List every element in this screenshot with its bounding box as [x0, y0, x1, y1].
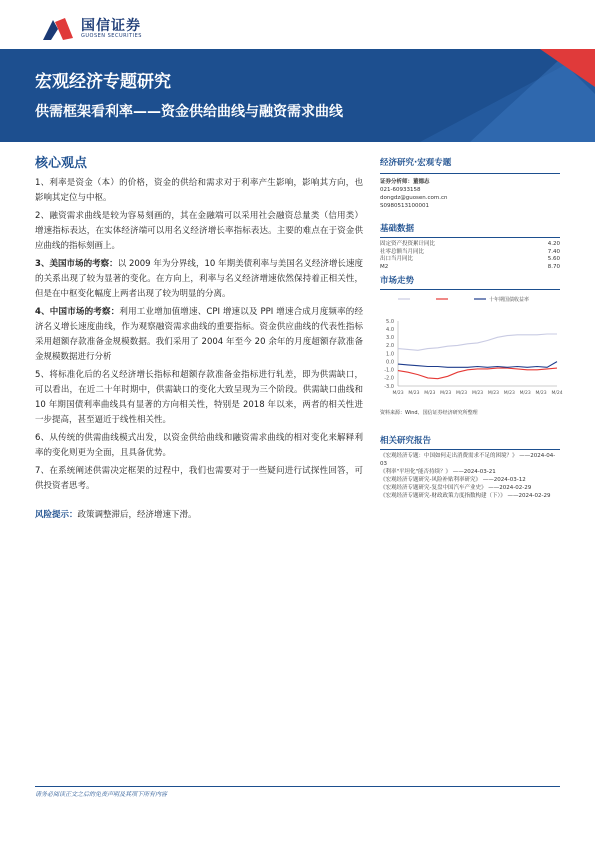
divider	[380, 173, 560, 174]
x-tick-label: M/23	[392, 391, 404, 396]
indicator-value: 4.20	[547, 241, 560, 247]
core-point	[35, 257, 363, 302]
core-point-text: 6、从传统的供需曲线模式出发，以资金供给曲线和融资需求曲线的相对变化来解释利率的变化则更为全面，且具备优势。	[35, 433, 363, 458]
series-line	[398, 368, 557, 379]
footer-divider	[35, 786, 560, 787]
analyst-name: 董德志	[413, 179, 430, 185]
x-tick-label: M/23	[424, 391, 436, 396]
risk-warning	[35, 508, 197, 520]
x-tick-label: M/23	[471, 391, 484, 396]
title-banner	[0, 49, 595, 142]
analyst-license: S0980513100001	[380, 203, 429, 209]
report-title: 供需框架看利率——资金供给曲线与融资需求曲线	[35, 104, 343, 120]
analyst-info	[380, 178, 560, 210]
y-tick-label: 1.0	[386, 351, 394, 358]
market-trend-chart	[380, 291, 563, 406]
indicator-row	[380, 256, 560, 264]
basic-data-heading: 基础数据	[380, 224, 415, 234]
series-line	[398, 362, 557, 368]
divider	[380, 449, 560, 450]
core-point	[35, 431, 363, 461]
core-point-text: 1、利率是资金（本）的价格，资金的供给和需求对于利率产生影响，影响其方向，也影响其定位与中枢。	[35, 178, 363, 203]
core-point-text: 2、融资需求曲线是较为容易刻画的，其在金融端可以采用社会融资总量类（信用类）增速指标表达，在实体经济端可以用名义经济增长率指标表达。主要的难点在于资金供应曲线的指标刻画上。	[35, 211, 363, 251]
divider	[380, 289, 560, 290]
market-trend-section	[380, 274, 560, 290]
risk-label: 风险提示：	[35, 510, 78, 520]
y-tick-label: 3.0	[386, 335, 394, 342]
banner-decoration	[0, 49, 595, 142]
divider	[380, 237, 560, 238]
x-tick-label: M/23	[503, 391, 515, 396]
logo-mark-icon	[41, 16, 75, 42]
core-point-text: 5、将标准化后的名义经济增长指标和超额存款准备金指标进行轧差，即为供需缺口，可以看出，在近二十年时期中，供需缺口的变化大致呈现为三个阶段。供需缺口曲线和 10 年期国债利率曲线具有显著的方向相关性，特别是 2018 年以来，两者的相关性进一步提高，甚至逼近于线性相关性。	[35, 370, 363, 425]
indicator-name: 出口当月同比	[380, 256, 414, 262]
y-tick-label: 4.0	[386, 326, 394, 333]
y-tick-label: 5.0	[386, 318, 394, 325]
core-point	[35, 368, 363, 428]
logo-text-en: GUOSEN SECURITIES	[81, 33, 142, 39]
indicator-table	[380, 241, 560, 271]
series-line	[398, 334, 557, 350]
y-tick-label: 2.0	[386, 343, 394, 350]
category-label: 经济研究·宏观专题	[380, 158, 452, 168]
core-point	[35, 176, 363, 206]
indicator-name: M2	[380, 263, 389, 270]
risk-text: 政策调整滞后，经济增速下滑。	[77, 510, 197, 520]
market-trend-heading: 市场走势	[380, 276, 415, 286]
core-point	[35, 464, 363, 494]
indicator-value: 8.70	[547, 263, 560, 270]
indicator-value: 5.60	[547, 256, 560, 262]
chart-source: 资料来源：Wind、国信证券经济研究所整理	[380, 410, 478, 416]
related-report-link[interactable]: 《利率"平坦化"能否持续？》 ——2024-03-21	[380, 469, 496, 475]
y-tick-label: -2.0	[384, 375, 394, 382]
core-point-text: 利用工业增加值增速、CPI 增速以及 PPI 增速合成月度频率的经济名义增长速度曲线，作为观察融资需求曲线的重要指标。资金供应曲线的代表性指标采用超额存款准备金规模数据。我们采用了 2004 年至今 20 余年的月度超额存款准备金规模数据进行分析	[35, 307, 363, 362]
analyst-phone: 021-60933158	[380, 187, 421, 193]
core-point-prefix: 3、美国市场的考察：	[35, 259, 118, 269]
core-point-text: 以 2009 年为分界线，10 年期美债利率与美国名义经济增长速度的关系出现了较为显著的变化。在方向上，利率与名义经济增速依然保持着正相关性，但是在中枢变化幅度上两者出现了较为明显的分离。	[35, 259, 363, 299]
core-points	[35, 176, 363, 497]
related-reports	[380, 434, 560, 500]
report-category-title: 宏观经济专题研究	[35, 72, 171, 92]
indicator-row	[380, 249, 560, 257]
related-report-link[interactable]: 《宏观经济专题：中国如何走出消费需求不足的困境？》 ——2024-04-03	[380, 453, 556, 467]
y-tick-label: 0.0	[386, 359, 394, 366]
x-tick-label: M/23	[535, 391, 547, 396]
core-view-heading: 核心观点	[35, 156, 88, 171]
footer-disclaimer: 请务必阅读正文之后的免责声明及其项下所有内容	[35, 791, 168, 798]
x-tick-label: M/23	[487, 391, 499, 396]
basic-data-section	[380, 222, 560, 271]
x-tick-label: M/23	[440, 391, 452, 396]
core-point	[35, 209, 363, 254]
y-tick-label: -1.0	[384, 367, 394, 374]
logo-text-cn: 国信证券	[81, 18, 141, 34]
related-heading: 相关研究报告	[380, 436, 432, 446]
core-point-prefix: 4、中国市场的考察：	[35, 307, 120, 317]
analyst-email[interactable]: dongdz@guosen.com.cn	[380, 195, 448, 201]
related-report-link[interactable]: 《宏观经济专题研究-财政政策力度指数构建（下）》 ——2024-02-29	[380, 493, 551, 499]
indicator-row	[380, 264, 560, 272]
x-tick-label: M/23	[519, 391, 531, 396]
analyst-label: 证券分析师：	[380, 179, 414, 185]
indicator-name: 固定资产投资累计同比	[380, 241, 436, 247]
x-tick-label: M/23	[408, 391, 420, 396]
company-logo	[41, 14, 151, 44]
core-point-text: 7、在系统阐述供需决定框架的过程中，我们也需要对于一些疑问进行试探性回答，可供投资者思考。	[35, 466, 363, 491]
report-category	[380, 156, 560, 174]
x-tick-label: M/23	[456, 391, 468, 396]
indicator-row	[380, 241, 560, 249]
indicator-value: 7.40	[547, 248, 560, 255]
legend-label: 十年期国债收益率	[489, 297, 530, 303]
related-report-link[interactable]: 《宏观经济专题研究-风险补贴利率研究》 ——2024-03-12	[380, 477, 526, 483]
y-tick-label: -3.0	[384, 383, 394, 390]
core-point	[35, 305, 363, 365]
x-tick-label: M/24	[551, 391, 563, 396]
related-report-link[interactable]: 《宏观经济专题研究-复盘中国汽车产业史》 ——2024-02-29	[380, 485, 532, 491]
indicator-name: 社零总额当月同比	[380, 248, 425, 255]
